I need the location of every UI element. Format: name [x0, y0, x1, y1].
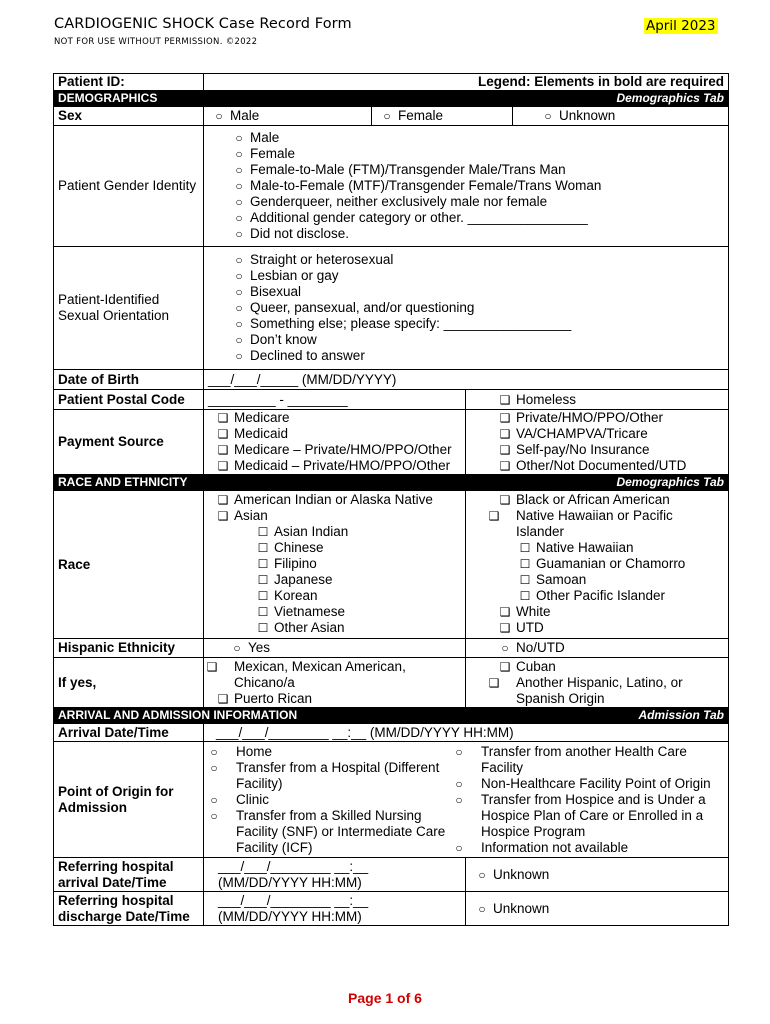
- checkbox-icon: ❑: [499, 660, 511, 674]
- orientation-option[interactable]: ○ Queer, pansexual, and/or questioning: [228, 300, 724, 316]
- hispanic-no-option[interactable]: ○ No/UTD: [466, 639, 729, 658]
- sex-option-male[interactable]: ○ Male: [204, 107, 372, 125]
- form-title: CARDIOGENIC SHOCK Case Record Form: [54, 16, 352, 32]
- radio-icon: ○: [235, 147, 243, 161]
- gender-option[interactable]: ○ Female: [228, 146, 724, 162]
- radio-icon: ○: [235, 211, 243, 225]
- hispanic-origin-option[interactable]: ❑ Mexican, Mexican American, Chicano/a: [206, 659, 406, 690]
- radio-icon: ○: [210, 808, 218, 823]
- ref-arrival-format: (MM/DD/YYYY HH:MM): [218, 874, 362, 890]
- race-ethnicity-band: [54, 475, 729, 491]
- hispanic-origin-option[interactable]: ❑ Cuban: [494, 659, 724, 675]
- section-title: ARRIVAL AND ADMISSION INFORMATION: [58, 708, 298, 722]
- square-icon: ☐: [257, 605, 269, 619]
- pacific-sub-option[interactable]: ☐ Guamanian or Chamorro: [494, 556, 724, 572]
- legend-text: Legend: Elements in bold are required: [204, 74, 729, 91]
- radio-icon: ○: [210, 760, 218, 775]
- checkbox-icon: ❑: [217, 493, 229, 507]
- demographics-band: [54, 91, 729, 107]
- ref-arrival-field[interactable]: ___/___/________ __:__: [218, 858, 369, 874]
- radio-icon: ○: [235, 163, 243, 177]
- case-record-table: [53, 73, 729, 926]
- section-title: DEMOGRAPHICS: [58, 91, 158, 105]
- checkbox-icon: ❑: [499, 443, 511, 457]
- page-number: Page 1 of 6: [348, 990, 422, 1006]
- radio-icon: ○: [235, 227, 243, 241]
- hispanic-yes-option[interactable]: ○ Yes: [204, 639, 466, 658]
- homeless-option[interactable]: ❑ Homeless: [466, 390, 729, 410]
- radio-icon: ○: [383, 109, 391, 123]
- orientation-option[interactable]: ○ Straight or heterosexual: [228, 252, 724, 268]
- ref-discharge-label: Referring hospital discharge Date/Time: [54, 892, 204, 926]
- payment-option[interactable]: ❑ Other/Not Documented/UTD: [494, 458, 724, 474]
- checkbox-icon: ❑: [499, 411, 511, 425]
- radio-icon: ○: [233, 641, 241, 655]
- payment-option[interactable]: ❑ Medicare – Private/HMO/PPO/Other: [212, 442, 461, 458]
- pacific-sub-option[interactable]: ☐ Native Hawaiian: [494, 540, 724, 556]
- gender-option[interactable]: ○ Male-to-Female (MTF)/Transgender Female/Trans Woman: [228, 178, 724, 194]
- race-label: Race: [54, 491, 204, 639]
- origin-option[interactable]: ○ Clinic: [210, 791, 270, 807]
- checkbox-icon: ❑: [206, 660, 218, 674]
- radio-icon: ○: [478, 901, 486, 916]
- checkbox-icon: ❑: [499, 621, 511, 635]
- asian-sub-option[interactable]: ☐ Other Asian: [212, 620, 461, 636]
- radio-icon: ○: [235, 317, 243, 331]
- checkbox-icon: ❑: [217, 509, 229, 523]
- radio-icon: ○: [215, 109, 223, 123]
- section-title: RACE AND ETHNICITY: [58, 475, 188, 489]
- square-icon: ☐: [519, 557, 531, 571]
- tab-reference: Demographics Tab: [616, 91, 725, 105]
- radio-icon: ○: [478, 867, 486, 882]
- radio-icon: ○: [210, 792, 218, 807]
- origin-option[interactable]: ○ Transfer from a Skilled Nursing Facility (SNF) or Intermediate Care Facility (ICF): [210, 807, 446, 855]
- asian-sub-option[interactable]: ☐ Asian Indian: [212, 524, 461, 540]
- radio-icon: ○: [455, 840, 463, 855]
- orientation-option[interactable]: ○ Something else; please specify: _________________: [228, 316, 724, 332]
- race-option[interactable]: ❑ White: [494, 604, 724, 620]
- sexual-orientation-label: Patient-Identified Sexual Orientation: [54, 247, 204, 370]
- postal-code-field[interactable]: _________ - ________: [204, 390, 466, 410]
- square-icon: ☐: [257, 525, 269, 539]
- hispanic-origin-option[interactable]: ❑ Another Hispanic, Latino, or Spanish Origin: [488, 675, 683, 706]
- if-yes-label: If yes,: [54, 658, 204, 708]
- checkbox-icon: ❑: [217, 692, 229, 706]
- checkbox-icon: ❑: [488, 509, 500, 523]
- payment-option[interactable]: ❑ Self-pay/No Insurance: [494, 442, 724, 458]
- tab-reference: Demographics Tab: [616, 475, 725, 489]
- ref-discharge-format: (MM/DD/YYYY HH:MM): [218, 908, 362, 924]
- origin-option[interactable]: ○ Information not available: [455, 839, 629, 855]
- origin-option[interactable]: ○ Transfer from Hospice and is Under a Hospice Plan of Care or Enrolled in a Hospice Program: [455, 791, 706, 839]
- radio-icon: ○: [235, 285, 243, 299]
- asian-sub-option[interactable]: ☐ Vietnamese: [212, 604, 461, 620]
- radio-icon: ○: [544, 109, 552, 123]
- payment-option[interactable]: ❑ VA/CHAMPVA/Tricare: [494, 426, 724, 442]
- checkbox-icon: ❑: [217, 427, 229, 441]
- patient-id-label: Patient ID:: [54, 74, 204, 91]
- radio-icon: ○: [235, 349, 243, 363]
- asian-sub-option[interactable]: ☐ Korean: [212, 588, 461, 604]
- gender-option[interactable]: ○ Additional gender category or other. ________________: [228, 210, 724, 226]
- race-option[interactable]: ❑ Asian: [212, 508, 461, 524]
- radio-icon: ○: [455, 776, 463, 791]
- checkbox-icon: ❑: [217, 443, 229, 457]
- pacific-sub-option[interactable]: ☐ Other Pacific Islander: [494, 588, 724, 604]
- payment-option[interactable]: ❑ Medicare: [212, 410, 461, 426]
- radio-icon: ○: [210, 744, 218, 759]
- square-icon: ☐: [519, 541, 531, 555]
- origin-option[interactable]: ○ Transfer from a Hospital (Different Facility): [210, 759, 440, 791]
- dob-label: Date of Birth: [54, 370, 204, 390]
- checkbox-icon: ❑: [499, 605, 511, 619]
- ref-discharge-field[interactable]: ___/___/________ __:__: [218, 892, 369, 908]
- race-option[interactable]: ❑ UTD: [494, 620, 724, 636]
- form-date: April 2023: [646, 18, 716, 34]
- radio-icon: ○: [455, 744, 463, 759]
- gender-option[interactable]: ○ Did not disclose.: [228, 226, 724, 242]
- arrival-datetime-label: Arrival Date/Time: [54, 724, 204, 742]
- checkbox-icon: ❑: [499, 427, 511, 441]
- payment-source-label: Payment Source: [54, 410, 204, 475]
- race-option[interactable]: ❑ American Indian or Alaska Native: [212, 492, 461, 508]
- orientation-option[interactable]: ○ Declined to answer: [228, 348, 724, 364]
- sex-label: Sex: [54, 107, 204, 126]
- radio-icon: ○: [235, 253, 243, 267]
- square-icon: ☐: [257, 557, 269, 571]
- asian-sub-option[interactable]: ☐ Japanese: [212, 572, 461, 588]
- checkbox-icon: ❑: [499, 459, 511, 473]
- gender-identity-label: Patient Gender Identity: [54, 126, 204, 247]
- checkbox-icon: ❑: [217, 411, 229, 425]
- orientation-option[interactable]: ○ Lesbian or gay: [228, 268, 724, 284]
- copyright-notice: NOT FOR USE WITHOUT PERMISSION. ©2022: [54, 37, 258, 47]
- sex-option-unknown[interactable]: ○ Unknown: [513, 107, 728, 125]
- square-icon: ☐: [257, 589, 269, 603]
- race-option[interactable]: ❑ Native Hawaiian or Pacific Islander: [488, 508, 673, 539]
- radio-icon: ○: [235, 301, 243, 315]
- tab-reference: Admission Tab: [638, 708, 725, 722]
- arrival-admission-band: [54, 708, 729, 724]
- radio-icon: ○: [455, 792, 463, 807]
- origin-option[interactable]: ○ Home: [210, 743, 273, 759]
- asian-sub-option[interactable]: ☐ Filipino: [212, 556, 461, 572]
- payment-option[interactable]: ❑ Medicaid – Private/HMO/PPO/Other: [212, 458, 461, 474]
- radio-icon: ○: [235, 195, 243, 209]
- orientation-option[interactable]: ○ Bisexual: [228, 284, 724, 300]
- gender-option[interactable]: ○ Male: [228, 130, 724, 146]
- origin-option[interactable]: ○ Non-Healthcare Facility Point of Origin: [455, 775, 711, 791]
- radio-icon: ○: [235, 333, 243, 347]
- radio-icon: ○: [501, 641, 509, 655]
- checkbox-icon: ❑: [217, 459, 229, 473]
- radio-icon: ○: [235, 179, 243, 193]
- gender-option[interactable]: ○ Female-to-Male (FTM)/Transgender Male/Trans Man: [228, 162, 724, 178]
- checkbox-icon: ❑: [499, 493, 511, 507]
- checkbox-icon: ❑: [488, 676, 500, 690]
- asian-sub-option[interactable]: ☐ Chinese: [212, 540, 461, 556]
- payment-option[interactable]: ❑ Private/HMO/PPO/Other: [494, 410, 724, 426]
- hispanic-label: Hispanic Ethnicity: [54, 639, 204, 658]
- point-of-origin-label: Point of Origin for Admission: [54, 742, 204, 858]
- postal-code-label: Patient Postal Code: [54, 390, 204, 410]
- orientation-option[interactable]: ○ Don’t know: [228, 332, 724, 348]
- race-option[interactable]: ❑ Black or African American: [494, 492, 724, 508]
- checkbox-icon: ❑: [499, 392, 511, 407]
- square-icon: ☐: [519, 589, 531, 603]
- dob-field[interactable]: ___/___/_____ (MM/DD/YYYY): [204, 370, 729, 390]
- square-icon: ☐: [519, 573, 531, 587]
- sex-option-female[interactable]: ○ Female: [372, 107, 513, 125]
- square-icon: ☐: [257, 573, 269, 587]
- ref-arrival-label: Referring hospital arrival Date/Time: [54, 858, 204, 892]
- pacific-sub-option[interactable]: ☐ Samoan: [494, 572, 724, 588]
- ref-discharge-unknown-option[interactable]: ○ Unknown: [466, 892, 729, 926]
- radio-icon: ○: [235, 131, 243, 145]
- arrival-datetime-field[interactable]: ___/___/________ __:__ (MM/DD/YYYY HH:MM): [204, 724, 729, 742]
- hispanic-origin-option[interactable]: ❑ Puerto Rican: [212, 691, 461, 707]
- radio-icon: ○: [235, 269, 243, 283]
- square-icon: ☐: [257, 621, 269, 635]
- gender-option[interactable]: ○ Genderqueer, neither exclusively male nor female: [228, 194, 724, 210]
- ref-arrival-unknown-option[interactable]: ○ Unknown: [466, 858, 729, 892]
- payment-option[interactable]: ❑ Medicaid: [212, 426, 461, 442]
- origin-option[interactable]: ○ Transfer from another Health Care Facility: [455, 743, 687, 775]
- square-icon: ☐: [257, 541, 269, 555]
